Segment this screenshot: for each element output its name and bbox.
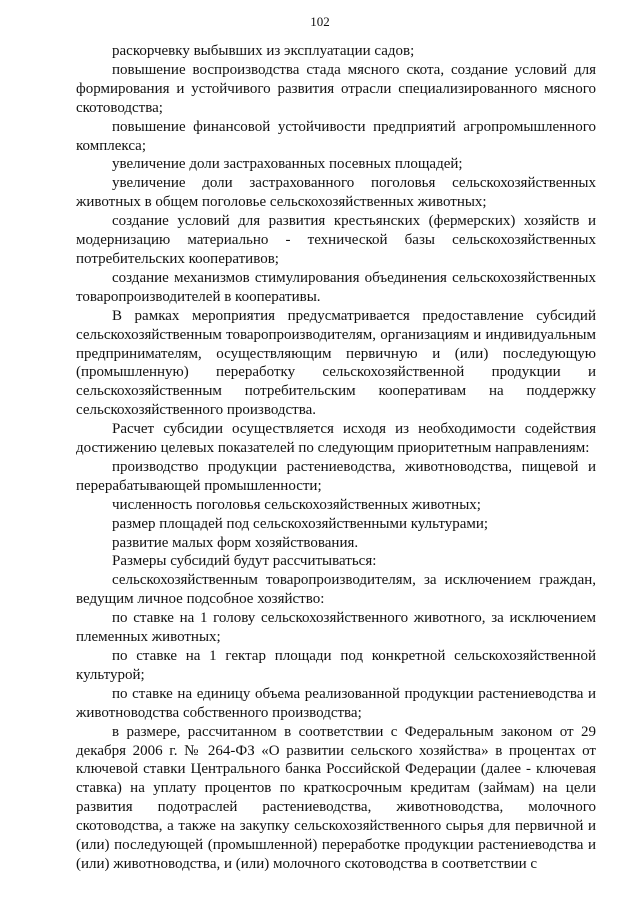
paragraph: увеличение доли застрахованного поголовья сельскохозяйственных животных в общем поголовье сельскохозяйственных животных; bbox=[76, 175, 596, 211]
paragraph: создание механизмов стимулирования объединения сельскохозяйственных товаропроизводителей в кооперативы. bbox=[76, 269, 596, 305]
paragraph: размер площадей под сельскохозяйственными культурами; bbox=[112, 515, 489, 532]
page-number: 102 bbox=[310, 14, 330, 29]
paragraph: повышение финансовой устойчивости предприятий агропромышленного комплекса; bbox=[76, 118, 596, 154]
paragraph: в размере, рассчитанном в соответствии с Федеральным законом от 29 декабря 2006 г. № 264-ФЗ «О развитии сельского хозяйства» в процентах от ключевой ставки Центрального банка Российской Федерации (далее - ключевая ставка) на уплату процентов по краткосрочным кредитам (займам) на цели развития подотраслей растениеводства, животноводства, молочного скотоводства, а также на закупку сельскохозяйственного сырья для первичной и (или) последующей (промышленной) переработке продукции растениеводства и (или) животноводства, и (или) молочного скотоводства в соответствии с bbox=[76, 723, 596, 872]
paragraph: Расчет субсидии осуществляется исходя из необходимости содействия достижению целевых показателей по следующим приоритетным направлениям: bbox=[76, 421, 596, 457]
paragraph: сельскохозяйственным товаропроизводителям, за исключением граждан, ведущим личное подсобное хозяйство: bbox=[76, 572, 596, 608]
paragraph: численность поголовья сельскохозяйственных животных; bbox=[112, 496, 481, 513]
paragraph: по ставке на единицу объема реализованной продукции растениеводства и животноводства собственного производства; bbox=[76, 685, 596, 721]
paragraph: увеличение доли застрахованных посевных площадей; bbox=[112, 156, 463, 173]
paragraph: по ставке на 1 голову сельскохозяйственного животного, за исключением племенных животных; bbox=[76, 610, 596, 646]
paragraph: по ставке на 1 гектар площади под конкретной сельскохозяйственной культурой; bbox=[76, 648, 596, 683]
paragraph: повышение воспроизводства стада мясного скота, создание условий для формирования и устойчивого развития отрасли специализированного мясного скотоводства; bbox=[76, 61, 596, 116]
paragraph: Размеры субсидий будут рассчитываться: bbox=[112, 553, 377, 570]
paragraph: развитие малых форм хозяйствования. bbox=[112, 534, 359, 551]
paragraph: раскорчевку выбывших из эксплуатации садов; bbox=[112, 43, 415, 59]
paragraph: создание условий для развития крестьянских (фермерских) хозяйств и модернизацию материально - технической базы сельскохозяйственных потребительских кооперативов; bbox=[76, 213, 596, 267]
paragraph: В рамках мероприятия предусматривается предоставление субсидий сельскохозяйственным товаропроизводителям, организациям и индивидуальным предпринимателям, осуществляющим первичную и (или) последующую (промышленную) переработку сельскохозяйственной продукции и сельскохозяйственным потребительским кооперативам на поддержку сельскохозяйственного производства. bbox=[76, 307, 596, 419]
paragraph: производство продукции растениеводства, животноводства, пищевой и перерабатывающей промышленности; bbox=[76, 458, 596, 494]
body-text bbox=[76, 42, 596, 874]
